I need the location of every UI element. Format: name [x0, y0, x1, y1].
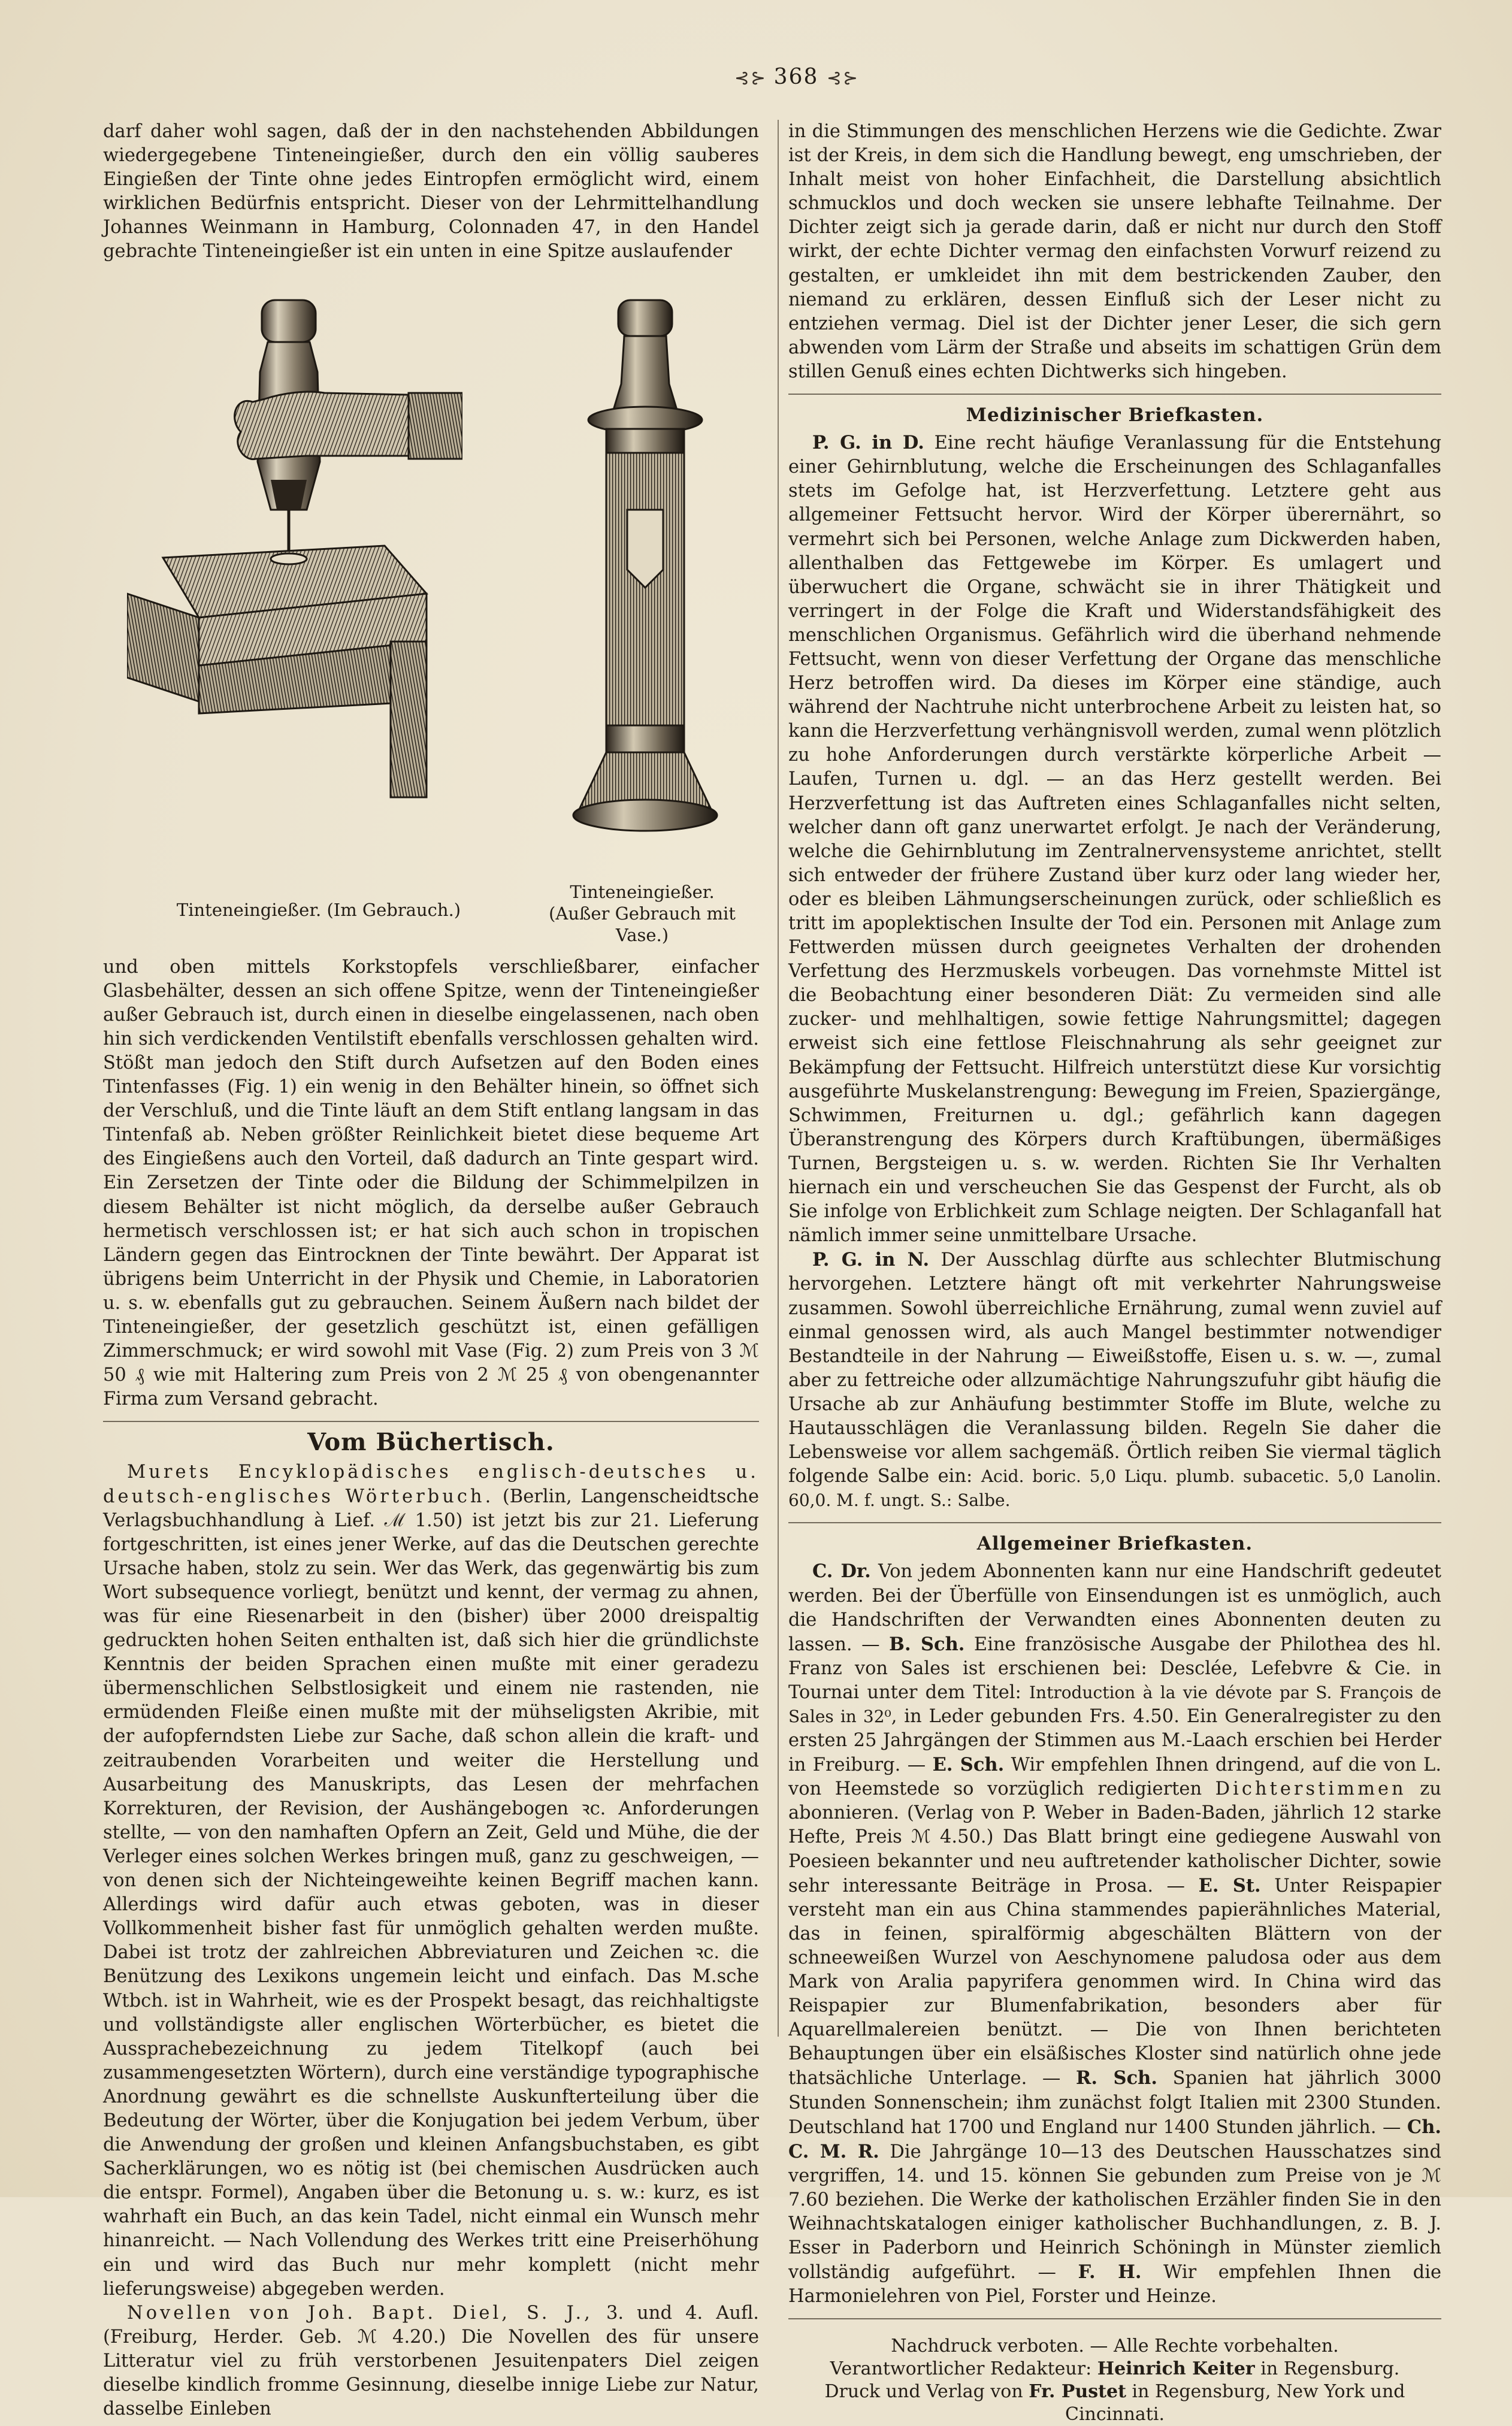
- ornament-left-icon: ⊰⊱: [734, 68, 774, 89]
- description-paragraph: und oben mittels Korkstopfels verschließbarer, einfacher Glasbehälter, dessen an sich offene Spitze, wenn der Tinteneingießer außer Gebrauch ist, durch einen in dieselbe eingelassenen, nach oben hin sich verdickenden Ventilstift ebenfalls verschlossen gehalten wird. Stößt man jedoch den Stift durch Aufsetzen auf den Boden eines Tintenfasses (Fig. 1) ein wenig in den Behälter hinein, so öffnet sich der Verschluß, und die Tinte läuft an dem Stift entlang langsam in das Tintenfaß ab. Neben größter Reinlichkeit bietet diese bequeme Art des Eingießens auch den Vorteil, daß dadurch an Tinte gespart wird. Ein Zersetzen der Tinte oder die Bildung der Schimmelpilzen in diesem Behälter ist nicht möglich, da derselbe außer Gebrauch hermetisch verschlossen ist; er hat sich auch schon in tropischen Ländern gegen das Eintrocknen der Tinte bewährt. Der Apparat ist übrigens beim Unterricht in der Physik und Chemie, in Laboratorien u. s. w. ebenfalls gut zu gebrauchen. Seinem Äußern nach bildet der Tinteneingießer, der gesetzlich geschützt ist, einen gefälligen Zimmerschmuck; er wird sowohl mit Vase (Fig. 2) zum Preis von 3 ℳ 50 ₰ wie mit Haltering zum Preis von 2 ℳ 25 ₰ von obengenannter Firma zum Versand gebracht.: [103, 956, 759, 1410]
- footer-divider: [788, 2318, 1441, 2319]
- editor-line: Verantwortlicher Redakteur: Heinrich Keiter in Regensburg.: [830, 2358, 1400, 2380]
- section-heading-allgemein: Allgemeiner Briefkasten.: [976, 1533, 1253, 1555]
- section-divider: [788, 394, 1441, 395]
- review-title: Novellen von Joh. Bapt. Diel, S. J.,: [127, 2302, 593, 2324]
- review-diel-continued: in die Stimmungen des menschlichen Herzens wie die Gedichte. Zwar ist der Kreis, in dem sich die Handlung bewegt, eng umschrieben, der Inhalt meist von hoher Einfachheit, die Darstellung absichtlich schmucklos und doch wecken sie unsere lebhafte Teilnahme. Der Dichter zeigt sich ja gerade darin, daß er nicht nur durch den Stoff wirkt, der echte Dichter vermag den einfachsten Vorwurf reizend zu gestalten, er umkleidet ihn mit dem bestrickenden Zauber, den niemand zu erklären, dessen Einfluß sich der Leser nicht zu entziehen vermag. Diel ist der Dichter jener Leser, die sich gern abwenden vom Lärm der Straße und abseits im schattigen Grün dem stillen Genuß eines echten Dichtwerks sich hingeben.: [788, 121, 1441, 382]
- column-divider: [778, 120, 779, 2037]
- review-murets: Murets Encyklopädisches englisch-deutsches u. deutsch-englisches Wörterbuch. (Berlin, Langenscheidtsche Verlagsbuchhandlung à Lief. ℳ 1.50) ist jetzt bis zur 21. Lieferung fortgeschritten, ist eines jener Werke, auf das die Deutschen gerechte Ursache haben, stolz zu sein. Wer das Werk, das gegenwärtig bis zum Wort subsequence vorliegt, benützt und kennt, der vermag zu ahnen, was für eine Riesenarbeit in den (bisher) über 2000 dreispaltig gedruckten hohen Seiten enthalten ist, daß sich hier die gründlichste Kenntnis der beiden Sprachen einen mußte mit einer geradezu übermenschlichen Selbstlosigkeit und einem nie rastenden, nie ermüdenden Fleiße einen mußte mit der mühseligsten Akribie, mit der aufopferndsten Liebe zur Sache, daß schon allein die kraft- und zeitraubenden Vorarbeiten und weiter die Herstellung und Ausarbeitung des Manuskripts, das Lesen der mehrfachen Korrekturen, der Revision, der Aushängebogen ꝛc. Anforderungen stellte, — von den namhaften Opfern an Zeit, Geld und Mühe, die der Verleger eines solchen Werkes bringen muß, ganz zu geschweigen, — von denen sich der Nichteingeweihte keinen Begriff machen kann. Allerdings wird dafür auch etwas geboten, was in dieser Vollkommenheit bisher fast für unmöglich gehalten werden mußte. Dabei ist trotz der zahlreichen Abbreviaturen und Zeichen ꝛc. die Benützung des Lexikons ungemein leicht und einfach. Das M.sche Wtbch. ist in Wahrheit, wie es der Prospekt besagt, das reichhaltigste und vollständigste aller englischen Wörterbücher, es bietet die Aussprachebezeichnung zu jedem Titelkopf (auch bei zusammengesetzten Wörtern), durch eine verständige typographische Anordnung gewährt es die schnellste Auskunfterteilung über die Bedeutung der Wörter, über die Konjugation bei jedem Verbum, über die Anwendung der großen und kleinen Anfangsbuchstaben, es gibt Sacherklärungen, wo es nötig ist (bei chemischen Ausdrücken auch die entspr. Formel), Angaben über die Betonung u. s. w.: kurz, es ist wahrhaft ein Buch, an das kein Tadel, nicht einmal ein Wunsch mehr hinanreicht. — Nach Vollendung des Werkes tritt eine Preiserhöhung ein und wird das Buch nur mehr komplett (nicht mehr lieferungsweise) abgegeben werden.: [103, 1462, 759, 2300]
- review-diel: Novellen von Joh. Bapt. Diel, S. J., 3. und 4. Aufl. (Freiburg, Herder. Geb. ℳ 4.20.) Die Novellen des für unsere Litteratur viel zu früh verstorbenen Jesuitenpaters Diel zeigen dieselbe kindlich fromme Gesinnung, dieselbe innige Liebe zur Natur, dasselbe Einleben: [103, 2302, 759, 2420]
- intro-paragraph: darf daher wohl sagen, daß der in den nachstehenden Abbildungen wiedergegebene Tinteneingießer, durch den ein völlig sauberes Eingießen der Tinte ohne jedes Eintropfen ermöglicht wird, einem wirklichen Bedürfnis entspricht. Dieser von der Lehrmittelhandlung Johannes Weinmann in Hamburg, Colonnaden 47, in den Handel gebrachte Tinteneingießer ist ein unten in eine Spitze auslaufender: [103, 121, 759, 262]
- letter-pg-d: P. G. in D. Eine recht häufige Veranlassung für die Entstehung einer Gehirnblutung, welche die Erscheinungen des Schlaganfalles stets im Gefolge hat, ist Herzverfettung. Letztere geht aus allgemeiner Fettsucht hervor. Wird der Körper überernährt, so vermehrt sich bei Personen, welche Anlage zum Dickwerden haben, allenthalben das Fettgewebe im Körper. Es umlagert und überwuchert die Organe, schwächt sie in ihrer Thätigkeit und verringert in der Folge die Kraft und Widerstandsfähigkeit des menschlichen Organismus. Gefährlich wird die überhand nehmende Fettsucht, wenn von dieser Verfettung der Organe das menschliche Herz betroffen wird. Da dieses im Körper eine ständige, auch während der Nachtruhe nicht unterbrochene Arbeit zu leisten hat, so kann die Herzverfettung verhängnisvoll werden, zumal wenn plötzlich zu hohe Anforderungen durch verstärkte körperliche Arbeit — Laufen, Turnen u. dgl. — an das Herz gestellt werden. Bei Herzverfettung ist das Auftreten eines Schlaganfalles nicht selten, welcher dann oft ganz unerwartet erfolgt. Je nach der Veränderung, welche die Gehirnblutung im Zentralnervensysteme anrichtet, stellt sich entweder der frühere Zustand über kurz oder lang wieder her, oder es bleiben Lähmungserscheinungen zurück, oder schließlich es tritt im apoplektischen Insulte der Tod ein. Personen mit Anlage zum Fettwerden müssen durch geeignetes Verhalten der drohenden Verfettung des Herzmuskels vorbeugen. Das vornehmste Mittel ist die Beobachtung einer besonderen Diät: Zu vermeiden sind alle zucker- und mehlhaltigen, sowie fettige Nahrungsmittel; dagegen erweist sich eine fettlose Fleischnahrung als sehr geeignet zur Bekämpfung der Fettsucht. Hilfreich unterstützt diese Kur vorsichtig ausgeführte Muskelanstrengung: Bewegung im Freien, Spaziergänge, Schwimmen, Freiturnen u. dgl.; gefährlich kann dagegen Überanstrengung des Körpers durch Kraftübungen, übermäßiges Turnen, Bergsteigen u. s. w. werden. Richten Sie Ihr Verhalten hiernach ein und verscheuchen Sie das Gespenst der Furcht, als ob Sie infolge von Erblichkeit zum Schlage neigten. Der Schlaganfall hat nämlich immer seine unmittelbare Ursache.: [788, 432, 1441, 1247]
- section-heading-buechertisch: Vom Büchertisch.: [307, 1428, 555, 1457]
- letter-pg-n: P. G. in N. Der Ausschlag dürfte aus schlechter Blutmischung hervorgehen. Letztere hängt oft mit verkehrter Nahrungsweise zusammen. Sowohl überreichliche Ernährung, zumal wenn zuviel auf einmal genossen wird, als auch Mangel bestimmter notwendiger Bestandteile in der Nahrung — Eiweißstoffe, Eisen u. s. w. —, zumal aber zu fettreiche oder allzumächtige Nahrungszufuhr gibt häufig die Ursache ab zur Anhäufung bestimmter Stoffe im Blute, welche zu Hautausschlägen die Veranlassung bilden. Regeln Sie daher die Lebensweise vor allem sachgemäß. Örtlich reiben Sie viermal täglich folgende Salbe ein: Acid. boric. 5,0 Liqu. plumb. subacetic. 5,0 Lanolin. 60,0. M. f. ungt. S.: Salbe.: [788, 1249, 1442, 1511]
- page-number: 368: [773, 65, 819, 89]
- section-heading-medizin: Medizinischer Briefkasten.: [966, 404, 1264, 426]
- figures: [103, 270, 759, 953]
- section-divider: [103, 1421, 759, 1422]
- page-header: [707, 65, 887, 89]
- publisher-line: Druck und Verlag von Fr. Pustet in Regensburg, New York und Cincinnati.: [824, 2381, 1405, 2425]
- ink-pourer-with-vase-illustration: [549, 294, 741, 857]
- figure1-caption: Tinteneingießer. (Im Gebrauch.): [176, 899, 461, 920]
- ornament-right-icon: ⊰⊱: [826, 68, 860, 89]
- right-column: [788, 120, 1441, 2426]
- copyright-notice: Nachdruck verboten. — Alle Rechte vorbehalten.: [891, 2336, 1339, 2357]
- left-column: [103, 120, 759, 2421]
- review-title: Murets Encyklopädisches englisch-deutsches u. deutsch-englisches Wörterbuch.: [103, 1462, 759, 1507]
- section-divider: [788, 1522, 1441, 1523]
- letter-general: C. Dr. Von jedem Abonnenten kann nur eine Handschrift gedeutet werden. Bei der Überfülle von Einsendungen ist es unmöglich, auch die Handschriften der Verwandten eines Abonnenten deuten zu lassen. — B. Sch. Eine französische Ausgabe der Philothea des hl. Franz von Sales ist erschienen bei: Desclée, Lefebvre & Cie. in Tournai unter dem Titel: Introduction à la vie dévote par S. François de Sales in 32⁰, in Leder gebunden Frs. 4.50. Ein Generalregister zu den ersten 25 Jahrgängen der Stimmen aus M.-Laach erschien bei Herder in Freiburg. — E. Sch. Wir empfehlen Ihnen dringend, auf die von L. von Heemstede so vorzüglich redigierten Dichterstimmen zu abonnieren. (Verlag von P. Weber in Baden-Baden, jährlich 12 starke Hefte, Preis ℳ 4.50.) Das Blatt bringt eine gediegene Auswahl von Poesieen bekannter und neu auftretender katholischer Dichter, sowie sehr interessante Beiträge in Prosa. — E. St. Unter Reispapier versteht man ein aus China stammendes papierähnliches Material, das in feinen, spiralförmig abgeschälten Blättern von der schneeweißen Wurzel von Aeschynomene paludosa oder aus dem Mark von Aralia papyrifera genommen wird. In China wird das Reispapier zur Blumenfabrikation, besonders aber für Aquarellmalereien benützt. — Die von Ihnen berichteten Behauptungen über ein elsäßisches Kloster sind natürlich ohne jede thatsächliche Unterlage. — R. Sch. Spanien hat jährlich 3000 Stunden Sonnenschein; ihm zunächst folgt Italien mit 2300 Stunden. Deutschland hat 1700 und England nur 1400 Stunden jährlich. — Ch. C. M. R. Die Jahrgänge 10—13 des Deutschen Hausschatzes sind vergriffen, 14. und 15. können Sie gebunden zum Preise von je ℳ 7.60 beziehen. Die Werke der katholischen Erzähler finden Sie in den Weihnachtskatalogen einiger katholischer Buchhandlungen, z. B. J. Esser in Paderborn und Heinrich Schöningh in Münster ziemlich vollständig aufgeführt. — F. H. Wir empfehlen Ihnen die Harmonielehren von Piel, Forster und Heinze.: [788, 1560, 1442, 2307]
- ink-pourer-in-use-illustration: [127, 282, 462, 809]
- imprint: [788, 2335, 1441, 2426]
- figure2-caption: Tinteneingießer. (Außer Gebrauch mit Vase.): [549, 881, 736, 945]
